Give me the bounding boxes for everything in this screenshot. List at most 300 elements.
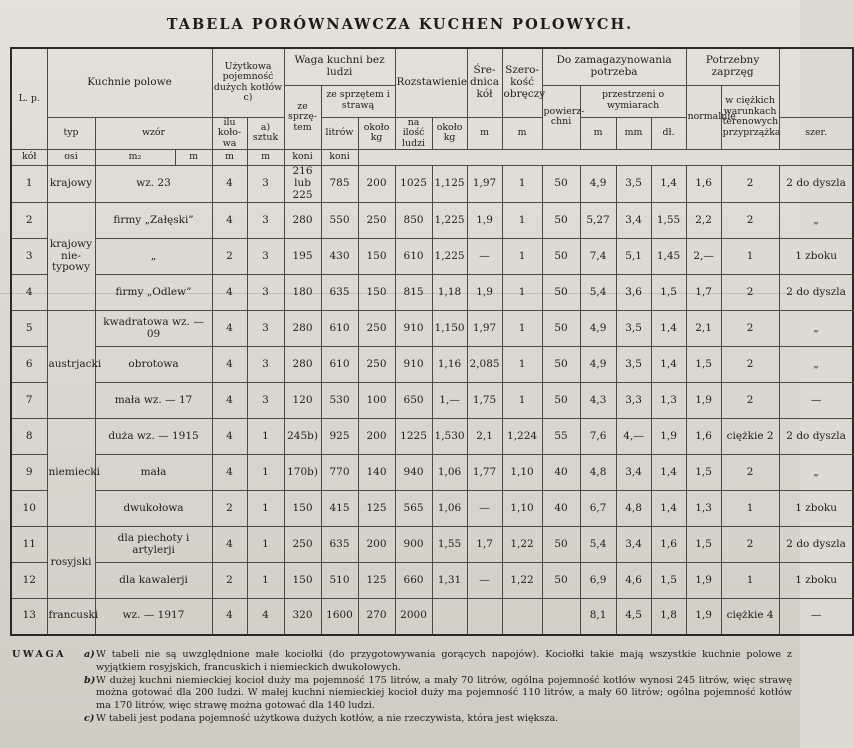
header-koni-normalnie: koni: [284, 150, 321, 166]
cell-waga1: 510: [321, 563, 358, 599]
cell-lp: 4: [11, 275, 47, 311]
cell-waga1: 610: [321, 311, 358, 347]
header-litrow: litrów: [321, 117, 358, 150]
cell-lp: 6: [11, 347, 47, 383]
header-koni-ciezkie: koni: [321, 150, 358, 166]
cell-wys: 1,3: [686, 491, 721, 527]
cell-lp: 3: [11, 239, 47, 275]
cell-ludzi: 200: [358, 527, 395, 563]
header-szer: szer.: [779, 117, 853, 150]
header-ze-sprzetem-strawa: ze sprzętem i strawą: [321, 85, 395, 117]
cell-sztuk: 1: [247, 491, 284, 527]
header-osi: osi: [47, 150, 95, 166]
cell-litrow: 280: [284, 203, 321, 239]
header-uzytkowa: Użytkowa pojemność dużych kotłów c): [212, 48, 284, 117]
cell-typ: krajowy nie-typowy: [47, 203, 95, 311]
cell-sztuk: 3: [247, 383, 284, 419]
cell-ciez: 1 zboku: [779, 239, 853, 275]
cell-norm: 1: [721, 491, 779, 527]
cell-osi: 1,77: [467, 455, 502, 491]
cell-osi: 2,085: [467, 347, 502, 383]
cell-waga2: 2000: [395, 599, 432, 635]
cell-norm: 2: [721, 275, 779, 311]
cell-litrow: 120: [284, 383, 321, 419]
cell-sz: 1,5: [651, 563, 686, 599]
header-unit-m-kol: m: [467, 117, 502, 150]
header-wzor: wzór: [95, 117, 212, 150]
cell-wys: 1,5: [686, 527, 721, 563]
table-row: [11, 455, 853, 491]
cell-wzor: mała: [95, 455, 212, 491]
cell-litrow: 320: [284, 599, 321, 635]
cell-ludzi: 250: [358, 311, 395, 347]
cell-sred: 1: [502, 275, 542, 311]
header-lp: L. p.: [11, 48, 47, 150]
cell-kol: 1,—: [432, 383, 467, 419]
cell-sz: 1,4: [651, 491, 686, 527]
cell-osi: —: [467, 491, 502, 527]
header-typ: typ: [47, 117, 95, 150]
cell-sztuk: 3: [247, 347, 284, 383]
cell-waga2: 660: [395, 563, 432, 599]
cell-szer: 55: [542, 419, 580, 455]
cell-kol: 1,55: [432, 527, 467, 563]
cell-szer: [542, 599, 580, 635]
cell-ciez: „: [779, 347, 853, 383]
cell-pow: 8,1: [580, 599, 616, 635]
header-szerokosc: Szero-kość obręczy: [502, 48, 542, 117]
cell-sred: 1: [502, 203, 542, 239]
cell-wzor: firmy „Załęski”: [95, 203, 212, 239]
cell-kol: 1,225: [432, 203, 467, 239]
table-row: [11, 419, 853, 455]
cell-szer: 50: [542, 563, 580, 599]
cell-osi: 1,7: [467, 527, 502, 563]
cell-osi: —: [467, 239, 502, 275]
cell-dl: 3,6: [616, 275, 651, 311]
header-okolo-kg-2: około kg: [432, 117, 467, 150]
cell-pow: 4,9: [580, 347, 616, 383]
cell-sz: 1,5: [651, 275, 686, 311]
cell-ludzi: 125: [358, 491, 395, 527]
header-waga: Waga kuchni bez ludzi: [284, 48, 395, 85]
comparison-table: [10, 47, 854, 636]
cell-kol: 1,18: [432, 275, 467, 311]
cell-dl: 3,3: [616, 383, 651, 419]
cell-waga1: 530: [321, 383, 358, 419]
cell-kol: 1,225: [432, 239, 467, 275]
header-unit-mm: mm: [616, 117, 651, 150]
cell-waga2: 610: [395, 239, 432, 275]
cell-wzor: dla kawalerji: [95, 563, 212, 599]
cell-waga1: 415: [321, 491, 358, 527]
cell-kol: 1,16: [432, 347, 467, 383]
cell-ludzi: 270: [358, 599, 395, 635]
header-unit-m-osi: m: [502, 117, 542, 150]
cell-osi: 1,9: [467, 275, 502, 311]
cell-litrow: 150: [284, 563, 321, 599]
cell-osi: —: [467, 563, 502, 599]
cell-typ: rosyjski: [47, 527, 95, 599]
table-row: [11, 203, 853, 239]
cell-lp: 5: [11, 311, 47, 347]
cell-waga2: 565: [395, 491, 432, 527]
cell-sztuk: 3: [247, 275, 284, 311]
cell-norm: 2: [721, 311, 779, 347]
cell-wzor: dwukołowa: [95, 491, 212, 527]
cell-kol: [432, 599, 467, 635]
cell-ludzi: 250: [358, 203, 395, 239]
cell-kol: 1,31: [432, 563, 467, 599]
cell-ludzi: 200: [358, 166, 395, 203]
cell-sred: 1,22: [502, 527, 542, 563]
cell-kolowa: 2: [212, 239, 247, 275]
cell-litrow: 250: [284, 527, 321, 563]
cell-sz: 1,4: [651, 166, 686, 203]
cell-kol: 1,530: [432, 419, 467, 455]
cell-wzor: dla piechoty i artylerji: [95, 527, 212, 563]
cell-szer: 50: [542, 166, 580, 203]
cell-wzor: firmy „Odlew”: [95, 275, 212, 311]
cell-ludzi: 100: [358, 383, 395, 419]
cell-kolowa: 4: [212, 419, 247, 455]
cell-lp: 7: [11, 383, 47, 419]
cell-ciez: 2 do dyszla: [779, 166, 853, 203]
cell-ciez: 1 zboku: [779, 491, 853, 527]
header-przestrzeni: przestrzeni o wymiarach: [580, 85, 686, 117]
cell-wys: 1,9: [686, 599, 721, 635]
cell-kolowa: 4: [212, 347, 247, 383]
cell-ludzi: 125: [358, 563, 395, 599]
cell-sred: 1: [502, 347, 542, 383]
cell-sztuk: 1: [247, 455, 284, 491]
header-rozstawienie: Rozstawienie: [395, 48, 467, 117]
note-c-marker: c): [84, 712, 95, 724]
cell-ciez: „: [779, 203, 853, 239]
cell-sred: 1: [502, 311, 542, 347]
cell-dl: 5,1: [616, 239, 651, 275]
cell-waga1: 785: [321, 166, 358, 203]
cell-kolowa: 4: [212, 455, 247, 491]
cell-wys: 1,6: [686, 419, 721, 455]
cell-dl: 3,5: [616, 347, 651, 383]
cell-sz: 1,45: [651, 239, 686, 275]
cell-szer: 50: [542, 383, 580, 419]
cell-norm: 2: [721, 166, 779, 203]
cell-norm: 2: [721, 203, 779, 239]
cell-sztuk: 3: [247, 166, 284, 203]
cell-ciez: 1 zboku: [779, 563, 853, 599]
cell-szer: 40: [542, 491, 580, 527]
cell-lp: 12: [11, 563, 47, 599]
cell-sred: 1: [502, 383, 542, 419]
cell-dl: 3,5: [616, 311, 651, 347]
table-row: [11, 527, 853, 563]
cell-sred: 1,10: [502, 455, 542, 491]
cell-kolowa: 2: [212, 491, 247, 527]
cell-sred: 1,224: [502, 419, 542, 455]
cell-kol: 1,06: [432, 491, 467, 527]
cell-norm: 2: [721, 347, 779, 383]
note-b-text: W dużej kuchni niemieckiej kocioł duży ma pojemność 175 litrów, a mały 70 litrów, ogólna pojemność kotłów wynosi 245 litrów, więc strawę można gotować dla 200 ludzi. W małej kuchni niemieckiej kocioł duży ma pojemność 110 litrów, a mały 60 litrów; ogólna pojemność kotłów ma 170 litrów, więc strawę można gotować dla 140 ludzi.: [96, 674, 792, 711]
cell-wys: 1,9: [686, 563, 721, 599]
cell-pow: 7,6: [580, 419, 616, 455]
cell-ciez: 2 do dyszla: [779, 275, 853, 311]
cell-sred: 1: [502, 239, 542, 275]
cell-ludzi: 150: [358, 239, 395, 275]
cell-litrow: 150: [284, 491, 321, 527]
cell-norm: 1: [721, 563, 779, 599]
cell-waga1: 610: [321, 347, 358, 383]
cell-sz: 1,9: [651, 419, 686, 455]
cell-sz: 1,6: [651, 527, 686, 563]
cell-sztuk: 3: [247, 239, 284, 275]
cell-kolowa: 2: [212, 563, 247, 599]
cell-ciez: —: [779, 383, 853, 419]
cell-ludzi: 200: [358, 419, 395, 455]
paper-fold: [0, 293, 800, 294]
cell-szer: 50: [542, 347, 580, 383]
header-unit-m-szer: m: [212, 150, 247, 166]
cell-pow: 5,4: [580, 275, 616, 311]
cell-litrow: 280: [284, 311, 321, 347]
cell-sz: 1,3: [651, 383, 686, 419]
cell-waga2: 910: [395, 311, 432, 347]
cell-dl: 3,4: [616, 527, 651, 563]
cell-szer: 50: [542, 527, 580, 563]
cell-waga1: 430: [321, 239, 358, 275]
cell-wys: 1,9: [686, 383, 721, 419]
cell-waga2: 940: [395, 455, 432, 491]
note-c-text: W tabeli jest podana pojemność użytkowa dużych kotłów, a nie rzeczywista, która jest większa.: [96, 712, 559, 724]
cell-norm: 2: [721, 527, 779, 563]
note-c: [12, 713, 792, 726]
cell-wzor: wz. — 1917: [95, 599, 212, 635]
cell-ludzi: 150: [358, 275, 395, 311]
cell-wzor: „: [95, 239, 212, 275]
cell-wys: 2,2: [686, 203, 721, 239]
header-dl: dł.: [651, 117, 686, 150]
table-row: [11, 563, 853, 599]
cell-wzor: duża wz. — 1915: [95, 419, 212, 455]
cell-litrow: 216 lub 225: [284, 166, 321, 203]
cell-lp: 2: [11, 203, 47, 239]
cell-lp: 9: [11, 455, 47, 491]
cell-typ: austrjacki: [47, 311, 95, 419]
note-a: [12, 649, 792, 675]
cell-lp: 11: [11, 527, 47, 563]
cell-sztuk: 3: [247, 311, 284, 347]
cell-szer: 50: [542, 311, 580, 347]
cell-osi: 1,9: [467, 203, 502, 239]
cell-norm: 1: [721, 239, 779, 275]
header-unit-m2: m₂: [95, 150, 175, 166]
cell-dl: 3,5: [616, 166, 651, 203]
header-okolo-kg-1: około kg: [358, 117, 395, 150]
cell-lp: 1: [11, 166, 47, 203]
cell-kol: 1,125: [432, 166, 467, 203]
cell-wys: 1,7: [686, 275, 721, 311]
cell-pow: 5,27: [580, 203, 616, 239]
cell-litrow: 170b): [284, 455, 321, 491]
cell-typ: niemiecki: [47, 419, 95, 527]
cell-osi: 1,75: [467, 383, 502, 419]
note-b-marker: b): [84, 674, 96, 686]
header-ilu-kolowa: ilu koło-wa: [212, 117, 247, 150]
cell-ludzi: 250: [358, 347, 395, 383]
note-a-marker: a): [84, 649, 95, 660]
cell-sz: 1,4: [651, 347, 686, 383]
cell-osi: 1,97: [467, 166, 502, 203]
cell-sred: 1,10: [502, 491, 542, 527]
cell-waga1: 770: [321, 455, 358, 491]
cell-wzor: wz. 23: [95, 166, 212, 203]
cell-pow: 4,3: [580, 383, 616, 419]
cell-kolowa: 4: [212, 599, 247, 635]
cell-lp: 13: [11, 599, 47, 635]
cell-szer: 40: [542, 455, 580, 491]
cell-kolowa: 4: [212, 527, 247, 563]
cell-waga1: 635: [321, 275, 358, 311]
cell-ciez: „: [779, 455, 853, 491]
header-kol: kół: [11, 150, 47, 166]
cell-ciez: 2 do dyszla: [779, 527, 853, 563]
cell-wzor: mała wz. — 17: [95, 383, 212, 419]
header-sztuk: a) sztuk: [247, 117, 284, 150]
header-srednica: Śre-dnica kół: [467, 48, 502, 117]
cell-dl: 3,4: [616, 455, 651, 491]
cell-sztuk: 4: [247, 599, 284, 635]
cell-kol: 1,150: [432, 311, 467, 347]
cell-wys: 1,6: [686, 166, 721, 203]
cell-sred: 1,22: [502, 563, 542, 599]
cell-waga2: 1025: [395, 166, 432, 203]
cell-dl: 4,6: [616, 563, 651, 599]
cell-waga1: 550: [321, 203, 358, 239]
notes-section: [12, 649, 792, 726]
cell-waga2: 900: [395, 527, 432, 563]
table-row: [11, 311, 853, 347]
notes-heading: UWAGA: [12, 649, 67, 660]
cell-kolowa: 4: [212, 383, 247, 419]
table-row: [11, 491, 853, 527]
table-row: [11, 347, 853, 383]
header-powierzchni: powierz-chni: [542, 85, 580, 150]
cell-waga2: 910: [395, 347, 432, 383]
header-ze-sprzetem: ze sprzę-tem: [284, 85, 321, 150]
header-zaprzeg: Potrzebny zaprzęg: [686, 48, 779, 85]
cell-szer: 50: [542, 275, 580, 311]
cell-wzor: kwadratowa wz. — 09: [95, 311, 212, 347]
cell-sztuk: 1: [247, 419, 284, 455]
cell-kolowa: 4: [212, 203, 247, 239]
cell-sz: 1,4: [651, 455, 686, 491]
cell-szer: 50: [542, 239, 580, 275]
cell-kolowa: 4: [212, 275, 247, 311]
cell-dl: 4,5: [616, 599, 651, 635]
cell-wys: 1,5: [686, 455, 721, 491]
table-row: [11, 383, 853, 419]
cell-litrow: 280: [284, 347, 321, 383]
cell-pow: 6,9: [580, 563, 616, 599]
cell-waga1: 635: [321, 527, 358, 563]
cell-typ: francuski: [47, 599, 95, 635]
header-unit-m-dl: m: [175, 150, 212, 166]
cell-norm: ciężkie 4: [721, 599, 779, 635]
cell-osi: [467, 599, 502, 635]
cell-litrow: 180: [284, 275, 321, 311]
cell-sz: 1,55: [651, 203, 686, 239]
cell-waga2: 815: [395, 275, 432, 311]
cell-pow: 7,4: [580, 239, 616, 275]
cell-wys: 1,5: [686, 347, 721, 383]
cell-norm: 2: [721, 383, 779, 419]
cell-waga1: 925: [321, 419, 358, 455]
cell-norm: 2: [721, 455, 779, 491]
cell-lp: 10: [11, 491, 47, 527]
cell-litrow: 245b): [284, 419, 321, 455]
cell-pow: 6,7: [580, 491, 616, 527]
cell-ciez: „: [779, 311, 853, 347]
cell-sred: [502, 599, 542, 635]
header-normalnie: normalnie: [686, 85, 721, 150]
header-unit-m-srednica: m: [580, 117, 616, 150]
cell-pow: 5,4: [580, 527, 616, 563]
cell-osi: 2,1: [467, 419, 502, 455]
cell-waga2: 650: [395, 383, 432, 419]
note-a-text: W tabeli nie są uwzględnione małe kociołki (do przygotowywania gorących napojów). Kociołki takie mają wszystkie kuchnie polowe z wyjątkiem rosyjskich, francuskich i niemieckich dwukołowych.: [96, 649, 792, 673]
header-na-ilosc-ludzi: na ilość ludzi: [395, 117, 432, 150]
cell-ciez: 2 do dyszla: [779, 419, 853, 455]
cell-wzor: obrotowa: [95, 347, 212, 383]
cell-dl: 3,4: [616, 203, 651, 239]
document-title: TABELA PORÓWNAWCZA KUCHEN POLOWYCH.: [166, 16, 634, 33]
cell-kolowa: 4: [212, 311, 247, 347]
cell-pow: 4,9: [580, 311, 616, 347]
cell-sz: 1,8: [651, 599, 686, 635]
table-row: [11, 166, 853, 203]
cell-dl: 4,—: [616, 419, 651, 455]
cell-lp: 8: [11, 419, 47, 455]
cell-osi: 1,97: [467, 311, 502, 347]
header-ciezkich: w ciężkich warunkach terenowych przyprzążka: [721, 85, 779, 150]
cell-typ: krajowy: [47, 166, 95, 203]
header-kuchnie: Kuchnie polowe: [47, 48, 212, 117]
cell-wys: 2,1: [686, 311, 721, 347]
cell-wys: 2,—: [686, 239, 721, 275]
cell-kolowa: 4: [212, 166, 247, 203]
cell-waga1: 1600: [321, 599, 358, 635]
cell-waga2: 1225: [395, 419, 432, 455]
cell-sz: 1,4: [651, 311, 686, 347]
cell-szer: 50: [542, 203, 580, 239]
cell-sztuk: 1: [247, 563, 284, 599]
cell-sred: 1: [502, 166, 542, 203]
cell-ciez: —: [779, 599, 853, 635]
cell-sztuk: 1: [247, 527, 284, 563]
header-zamagazynowania: Do zamagazynowania potrzeba: [542, 48, 686, 85]
table-row: [11, 599, 853, 635]
cell-ludzi: 140: [358, 455, 395, 491]
cell-waga2: 850: [395, 203, 432, 239]
cell-pow: 4,9: [580, 166, 616, 203]
cell-norm: ciężkie 2: [721, 419, 779, 455]
note-b: [12, 675, 792, 713]
cell-kol: 1,06: [432, 455, 467, 491]
header-unit-m-wys: m: [247, 150, 284, 166]
cell-dl: 4,8: [616, 491, 651, 527]
cell-pow: 4,8: [580, 455, 616, 491]
